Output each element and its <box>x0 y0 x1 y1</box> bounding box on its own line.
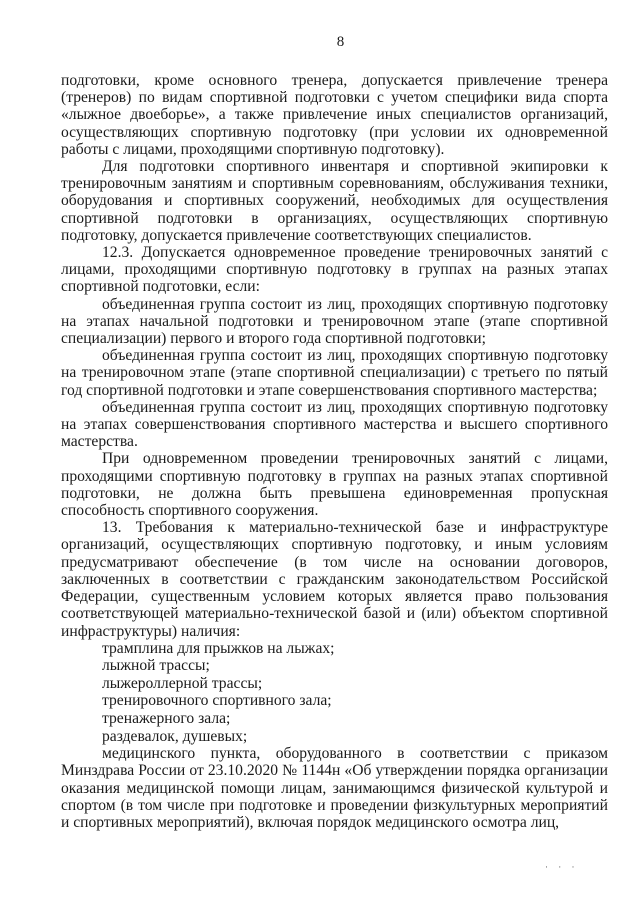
list-item: тренажерного зала; <box>102 710 231 728</box>
paragraph-medical-point: медицинского пункта, оборудованного в соответствии с приказом Минздрава России от 23.10.2020 № 1144н «Об утверждении порядка организации оказания медицинской помощи лицам, занимающимся физической культурой и спортом (в том числе при подготовке и проведении физкультурных мероприятий и спортивных мероприятий), включая порядок медицинского осмотра лиц, <box>61 745 608 832</box>
paragraph-equipment-specialists: Для подготовки спортивного инвентаря и спортивной экипировки к тренировочным занятиям и спортивным соревнованиям, обслуживания техники, оборудования и спортивных сооружений, необходимых для осуществления спортивной подготовки в организациях, осуществляющих спортивную подготовку, допускается привлечение соответствующих специалистов. <box>61 158 608 244</box>
scan-mark: · · · <box>545 862 579 872</box>
list-item: тренировочного спортивного зала; <box>102 692 332 710</box>
list-item: раздевалок, душевых; <box>102 727 248 745</box>
facility-list <box>61 640 608 746</box>
paragraph-group-excellence: объединенная группа состоит из лиц, проходящих спортивную подготовку на этапах совершенствования спортивного мастерства и высшего спортивного мастерства. <box>61 398 608 451</box>
paragraph-12-3: 12.3. Допускается одновременное проведение тренировочных занятий с лицами, проходящими спортивную подготовку в группах на разных этапах спортивной подготовки, если: <box>61 244 608 296</box>
list-item: трамплина для прыжков на лыжах; <box>102 639 335 657</box>
paragraph-group-initial: объединенная группа состоит из лиц, проходящих спортивную подготовку на этапах начальной подготовки и тренировочном этапе (этапе спортивной специализации) первого и второго года спортивной подготовки; <box>61 295 608 348</box>
paragraph-capacity: При одновременном проведении тренировочных занятий с лицами, проходящими спортивную подготовку в группах на разных этапах спортивной подготовки, не должна быть превышена единовременная пропускная способность спортивного сооружения. <box>61 450 608 520</box>
paragraph-13-requirements: 13. Требования к материально-технической базе и инфраструктуре организаций, осуществляющих спортивную подготовку, и иным условиям предусматривают обеспечение (в том числе на основании договоров, заключенных в соответствии с гражданским законодательством Российской Федерации, существенным условием которых является право пользования соответствующей материально-технической базой и (или) объектом спортивной инфраструктуры) наличия: <box>61 519 608 640</box>
paragraph-group-training: объединенная группа состоит из лиц, проходящих спортивную подготовку на тренировочном этапе (этапе спортивной специализации) с третьего по пятый год спортивной подготовки и этапе совершенствования спортивного мастерства; <box>61 347 608 399</box>
list-item: лыжероллерной трассы; <box>102 674 263 692</box>
paragraph-continuation: подготовки, кроме основного тренера, допускается привлечение тренера (тренеров) по видам спортивной подготовки с учетом специфики вида спорта «лыжное двоеборье», а также привлечение иных специалистов организаций, осуществляющих спортивную подготовку (при условии их одновременной работы с лицами, проходящими спортивную подготовку). <box>61 72 608 158</box>
page-number: 8 <box>336 34 345 50</box>
list-item: лыжной трассы; <box>102 657 210 675</box>
